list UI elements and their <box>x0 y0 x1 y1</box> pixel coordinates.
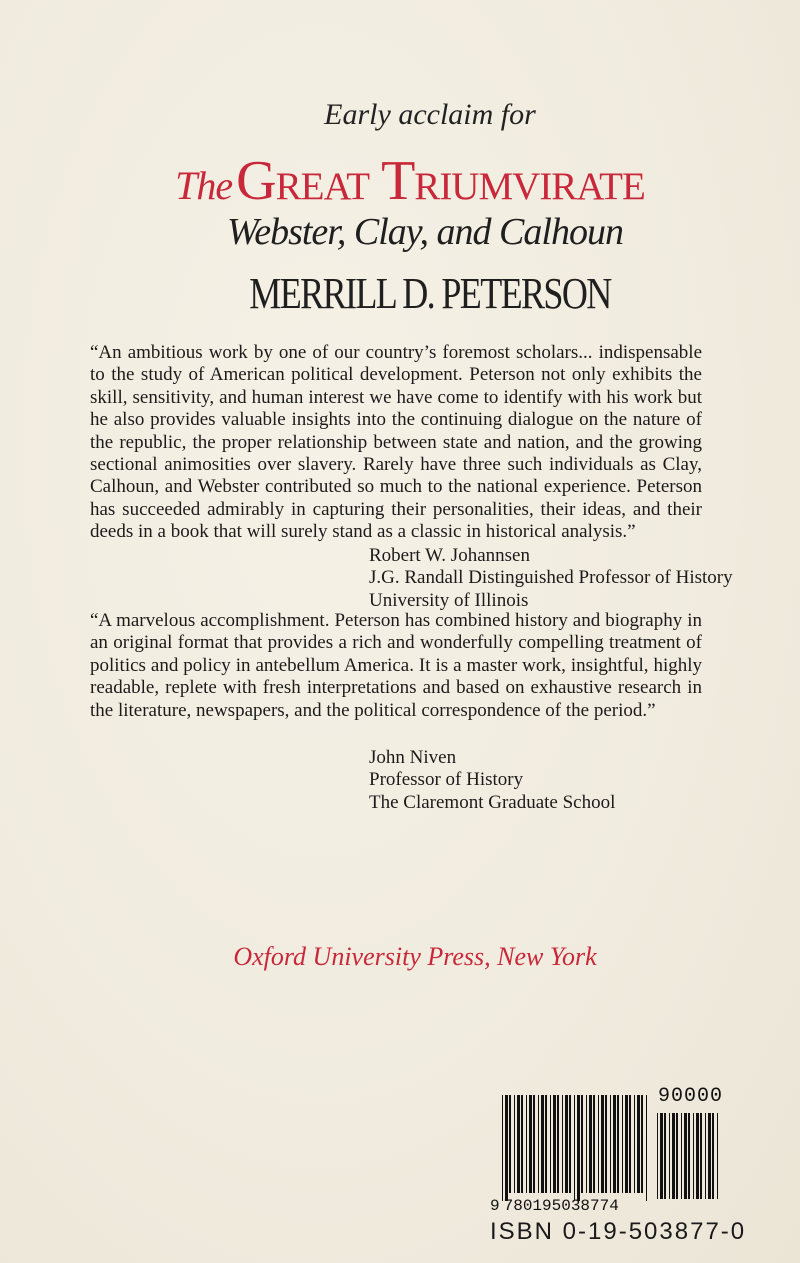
barcode-bar <box>589 1095 592 1193</box>
barcode-addon-digits: 90000 <box>658 1085 724 1108</box>
book-subtitle: Webster, Clay, and Calhoun <box>227 211 623 253</box>
barcode-bar <box>717 1113 718 1199</box>
barcode-bar <box>622 1095 623 1193</box>
barcode-bar <box>517 1095 520 1193</box>
barcode-bar <box>634 1095 635 1193</box>
barcode-bar <box>617 1095 619 1193</box>
barcode-bar <box>502 1095 503 1201</box>
barcode-bar <box>550 1095 551 1193</box>
barcode-bar <box>526 1095 527 1193</box>
barcode-bar <box>545 1095 547 1193</box>
barcode-bar <box>529 1095 532 1193</box>
quote-niven: “A marvelous accomplishment. Peterson has combined history and biography in an original format that provides a rich and wonderfully compelling treatment of politics and policy in antebellum America. It is a master work, insightful, highly readable, replete with fresh interpretations and based on exhaustive research in the literature, newspapers, and the political correspondence of the period.” <box>90 610 702 721</box>
barcode-bar <box>613 1095 616 1193</box>
ean-lead-digit: 9 <box>490 1197 500 1215</box>
barcode-bar <box>574 1095 575 1201</box>
barcode-bar <box>664 1113 666 1199</box>
barcode-bar <box>586 1095 587 1193</box>
barcode-bar <box>562 1095 563 1193</box>
barcode-bar <box>557 1095 559 1193</box>
acclaim-heading: Early acclaim for <box>324 98 536 131</box>
ean-rest-digits: 780195038774 <box>503 1197 619 1215</box>
barcode-bar <box>581 1095 583 1193</box>
barcode-bar <box>533 1095 535 1193</box>
barcode-bar <box>700 1113 702 1199</box>
barcode-bar <box>598 1095 599 1193</box>
barcode-bar <box>505 1095 508 1201</box>
author-name: MERRILL D. PETERSON <box>249 269 611 318</box>
barcode <box>490 1085 730 1225</box>
barcode-bar <box>688 1113 690 1199</box>
barcode-bar <box>553 1095 556 1193</box>
barcode-bar <box>646 1095 647 1201</box>
barcode-bar <box>514 1095 515 1193</box>
barcode-bar <box>593 1095 595 1193</box>
attribution-role: J.G. Randall Distinguished Professor of History <box>369 567 733 589</box>
barcode-bar <box>705 1113 706 1199</box>
barcode-bar <box>672 1113 675 1199</box>
barcode-bar <box>521 1095 523 1193</box>
attribution-niven <box>369 747 615 814</box>
barcode-ean-digits <box>490 1197 619 1215</box>
quote-johannsen: “An ambitious work by one of our country’s foremost scholars... indispensable to the study of American political development. Peterson not only exhibits the skill, sensitivity, and human interest we have come to identify with his work but he also provides valuable insights into the continuing dialogue on the nature of the republic, the proper relationship between state and nation, and the growing sectional animosities over slavery. Rarely have three such individuals as Clay, Calhoun, and Webster contributed so much to the national experience. Peterson has succeeded admirably in capturing their personalities, their ideas, and their deeds in a book that will surely stand as a classic in historical analysis.” <box>90 342 702 543</box>
attribution-affiliation: The Claremont Graduate School <box>369 791 616 813</box>
attribution-role: Professor of History <box>369 769 524 791</box>
barcode-bar <box>569 1095 571 1193</box>
attribution-affiliation: University of Illinois <box>369 589 529 611</box>
publisher-line: Oxford University Press, New York <box>233 942 597 971</box>
barcode-bar <box>693 1113 694 1199</box>
barcode-bar <box>629 1095 631 1193</box>
barcode-bar <box>641 1095 643 1193</box>
barcode-addon-bars <box>657 1113 719 1207</box>
title-main: Great Triumvirate <box>236 150 645 212</box>
barcode-bar <box>637 1095 640 1193</box>
attribution-name: Robert W. Johannsen <box>369 545 530 566</box>
barcode-bar <box>657 1113 658 1199</box>
barcode-bar <box>712 1113 714 1199</box>
isbn-number: ISBN 0-19-503877-0 <box>490 1218 747 1245</box>
barcode-bar <box>605 1095 607 1193</box>
barcode-bar <box>577 1095 580 1201</box>
barcode-bar <box>681 1113 682 1199</box>
barcode-bar <box>669 1113 670 1199</box>
barcode-bar <box>601 1095 604 1193</box>
barcode-bar <box>660 1113 663 1199</box>
barcode-bar <box>696 1113 699 1199</box>
barcode-bar <box>708 1113 711 1199</box>
barcode-bar <box>565 1095 568 1193</box>
barcode-bar <box>625 1095 628 1193</box>
barcode-bar <box>610 1095 611 1193</box>
book-title <box>160 148 660 219</box>
barcode-bar <box>684 1113 687 1199</box>
barcode-bar <box>541 1095 544 1193</box>
title-article: The <box>175 163 233 208</box>
attribution-johannsen <box>369 545 733 612</box>
barcode-ean-bars <box>502 1095 650 1201</box>
barcode-bar <box>676 1113 678 1199</box>
barcode-bar <box>509 1095 511 1193</box>
attribution-name: John Niven <box>369 747 457 768</box>
barcode-bar <box>538 1095 539 1193</box>
